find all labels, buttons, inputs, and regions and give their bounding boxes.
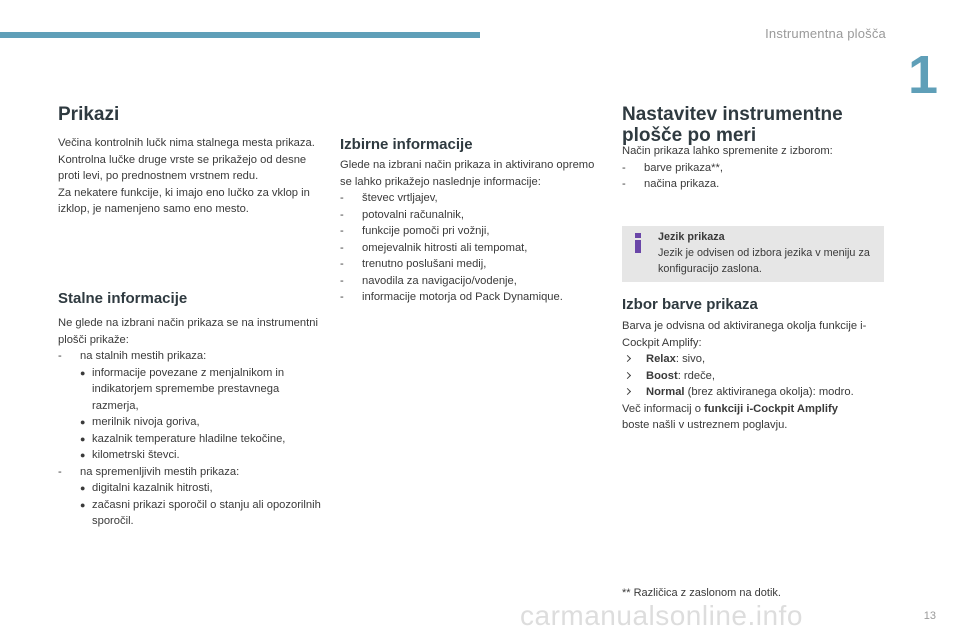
info-icon xyxy=(629,232,647,254)
heading-nastavitev: Nastavitev instrumentne plošče po meri xyxy=(622,104,843,146)
list-item: - načina prikaza. xyxy=(622,176,892,193)
list-item: - barve prikaza**, xyxy=(622,160,892,177)
list-item: - navodila za navigacijo/vodenje, xyxy=(340,273,602,290)
list-item: - števec vrtljajev, xyxy=(340,190,602,207)
footnote: ** Različica z zaslonom na dotik. xyxy=(622,587,781,599)
more-info-suffix: boste našli v ustreznem poglavju. xyxy=(622,419,788,431)
list-item: Boost: rdeče, xyxy=(622,368,892,385)
list-item: Normal (brez aktiviranega okolja): modro. xyxy=(622,384,892,401)
izbor-paragraph: Barva je odvisna od aktiviranega okolja funkcije i-Cockpit Amplify: xyxy=(622,320,867,349)
header-accent-bar xyxy=(0,32,480,38)
heading-izbirne-informacije: Izbirne informacije xyxy=(340,136,473,153)
list-item: ● informacije povezane z menjalnikom in indikatorjem spremembe prestavnega razmerja, xyxy=(58,365,328,415)
intro-paragraph-2: Kontrolna lučke druge vrste se prikažejo od desne proti levi, po prednostnem vrstnem redu. xyxy=(58,153,307,182)
chapter-number: 1 xyxy=(907,45,938,105)
nastavitev-paragraph: Način prikaza lahko spremenite z izborom: xyxy=(622,145,833,157)
list-item: ● digitalni kazalnik hitrosti, xyxy=(58,480,328,497)
list-item: - funkcije pomoči pri vožnji, xyxy=(340,223,602,240)
list-item: - potovalni računalnik, xyxy=(340,207,602,224)
heading-stalne-informacije: Stalne informacije xyxy=(58,290,188,307)
heading-prikazi: Prikazi xyxy=(58,104,120,125)
intro-paragraph-3: Za nekatere funkcije, ki imajo eno lučko za vklop in izklop, je namenjeno samo eno mesto. xyxy=(58,186,310,215)
info-note-box xyxy=(622,226,884,282)
list-item: - informacije motorja od Pack Dynamique. xyxy=(340,289,602,306)
list-item: - na stalnih mestih prikaza: xyxy=(58,348,328,365)
izbirne-paragraph: Glede na izbrani način prikaza in aktivirano opremo se lahko prikažejo naslednje informacije: xyxy=(340,159,595,188)
note-title: Jezik prikaza xyxy=(658,231,725,243)
section-title: Instrumentna plošča xyxy=(765,26,886,41)
more-info-paragraph: Več informacij o funkciji i-Cockpit Amplify xyxy=(622,402,838,415)
stalne-paragraph: Ne glede na izbrani način prikaza se na instrumentni plošči prikaže: xyxy=(58,317,318,346)
option-normal: Normal xyxy=(646,386,685,398)
note-body: Jezik je odvisen od izbora jezika v meniju za konfiguracijo zaslona. xyxy=(658,247,870,275)
page-number: 13 xyxy=(923,610,936,622)
list-item: - omejevalnik hitrosti ali tempomat, xyxy=(340,240,602,257)
heading-izbor-barve: Izbor barve prikaza xyxy=(622,296,758,313)
list-item: ● kilometrski števci. xyxy=(58,447,328,464)
option-boost: Boost xyxy=(646,369,678,382)
watermark: carmanualsonline.info xyxy=(520,600,803,631)
list-item: - trenutno poslušani medij, xyxy=(340,256,602,273)
list-item: ● začasni prikazi sporočil o stanju ali opozorilnih sporočil. xyxy=(58,497,328,530)
list-item: - na spremenljivih mestih prikaza: xyxy=(58,464,328,481)
list-item: ● merilnik nivoja goriva, xyxy=(58,414,328,431)
intro-paragraph-1: Večina kontrolnih lučk nima stalnega mesta prikaza. xyxy=(58,137,315,149)
option-relax: Relax xyxy=(646,353,676,365)
list-item: ● kazalnik temperature hladilne tekočine, xyxy=(58,431,328,448)
list-item: Relax: sivo, xyxy=(622,351,892,368)
